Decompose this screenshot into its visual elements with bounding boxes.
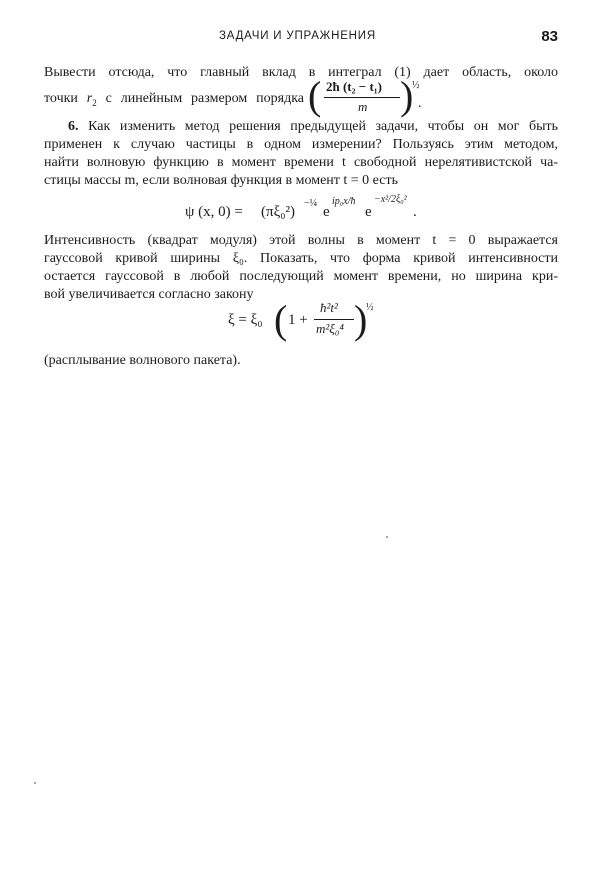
running-title: ЗАДАЧИ И УПРАЖНЕНИЯ (219, 30, 376, 42)
xi-exponent: ½ (366, 302, 374, 313)
formula-exponent: ½ (412, 80, 420, 91)
para2-line4: стицы массы m, если волновая функция в момент t = 0 есть (44, 173, 398, 188)
para4-line1: (расплывание волнового пакета). (44, 353, 241, 368)
xi-right-paren: ) (354, 297, 368, 342)
xi-numerator: ħ²t² (320, 300, 338, 315)
psi-lhs: ψ (x, 0) = (185, 204, 243, 220)
right-paren: ) (400, 73, 414, 118)
fraction-bar (324, 97, 400, 98)
formula-wavefunction: ψ (x, 0) = (πξ₀²) −¼ e ip₀x/ħ e −x²/2ξ₀² . (185, 194, 417, 220)
para2-line3: найти волновую функцию в момент времени t свободной нерелятивистской ча- (44, 155, 558, 170)
xi-denominator: m²ξ₀⁴ (316, 321, 344, 336)
scan-speck (34, 782, 36, 784)
para3-line1: Интенсивность (квадрат модуля) этой волны в момент t = 0 выражается (44, 233, 558, 248)
point-variable: $r_2$ (86, 91, 97, 108)
psi-exp2: ip₀x/ħ (332, 196, 356, 207)
formula-numerator: 2ħ (t₂ − t₁) (326, 79, 382, 94)
para2-line1: 6. Как изменить метод решения предыдущей задачи, чтобы он мог быть (68, 119, 558, 134)
psi-e1: e (323, 204, 330, 220)
left-paren: ( (308, 73, 322, 118)
problem-number: 6. (68, 119, 79, 134)
para3-line3: остается гауссовой в любой последующий момент времени, но ширина кри- (44, 269, 558, 284)
formula-spread-size: ( 2ħ (t₂ − t₁) m ) ½ . (308, 73, 422, 118)
xi-lhs: ξ = ξ₀ (228, 312, 263, 328)
para1-line2-suffix: с линейным размером порядка (105, 91, 305, 106)
page-header (44, 28, 558, 48)
para2-line2: применен к случаю частицы в одном измерении? Пользуясь этим методом, (44, 137, 558, 152)
psi-base: (πξ₀²) (261, 204, 295, 220)
psi-exp3: −x²/2ξ₀² (374, 194, 407, 205)
para3-line2: гауссовой кривой ширины ξ₀. Показать, что форма кривой интенсивности (44, 251, 558, 266)
psi-e2: e (365, 204, 372, 220)
xi-fraction-bar (314, 319, 354, 320)
scan-speck (386, 536, 388, 538)
xi-one-plus: 1 + (288, 312, 308, 328)
para3-line4: вой увеличивается согласно закону (44, 287, 254, 302)
psi-exp1: −¼ (304, 198, 318, 209)
para1-line1: Вывести отсюда, что главный вклад в интеграл (1) дает область, около (44, 65, 558, 80)
formula-denominator: m (358, 99, 368, 114)
page-number: 83 (541, 28, 558, 45)
formula-width-law (228, 298, 378, 344)
para1-line2-prefix: точки (44, 91, 78, 106)
para1-line2 (44, 90, 304, 112)
xi-left-paren: ( (274, 297, 288, 342)
